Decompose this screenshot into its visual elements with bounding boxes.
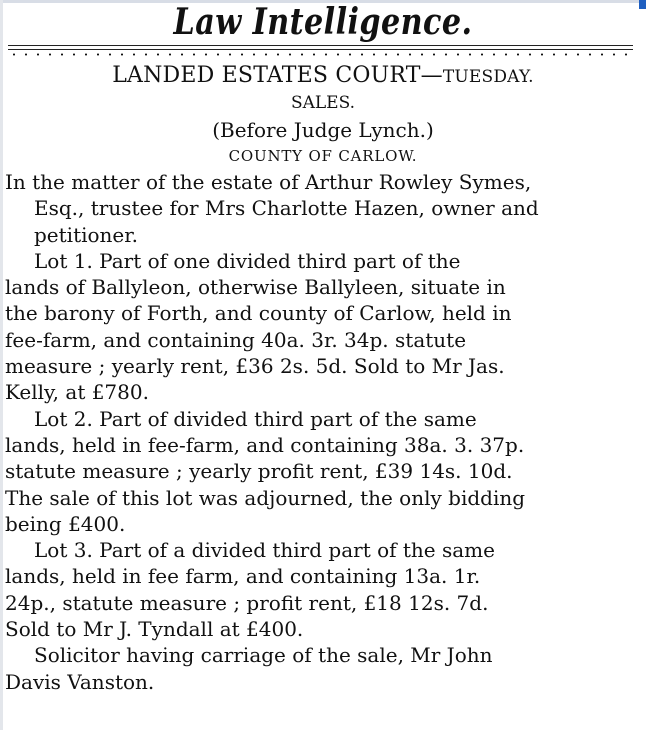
paragraph-estate-matter — [5, 169, 631, 248]
text-line: Sold to Mr J. Tyndall at £400. — [5, 617, 304, 642]
text-line: petitioner. — [34, 222, 138, 247]
text-line: fee-farm, and containing 40a. 3r. 34p. statute — [5, 327, 467, 352]
text-line: 24p., statute measure ; profit rent, £18 12s. 7d. — [5, 590, 489, 615]
text-line: Lot 2. Part of divided third part of the same — [34, 406, 477, 431]
court-title-day: TUESDAY. — [442, 67, 534, 87]
paragraph-solicitor — [5, 642, 631, 695]
section-heading: Law Intelligence. — [173, 1, 473, 43]
judge-heading: (Before Judge Lynch.) — [212, 118, 434, 142]
text-line: Esq., trustee for Mrs Charlotte Hazen, owner and — [34, 196, 539, 221]
county-heading: COUNTY OF CARLOW. — [228, 147, 418, 165]
text-line: lands, held in fee farm, and containing 13a. 1r. — [5, 564, 481, 589]
text-line: statute measure ; yearly profit rent, £39 14s. 10d. — [5, 459, 513, 484]
court-title — [0, 61, 646, 92]
text-line: Kelly, at £780. — [5, 380, 149, 405]
text-line: In the matter of the estate of Arthur Rowley Symes, — [5, 170, 532, 194]
heading-double-rule — [8, 45, 633, 50]
text-line: the barony of Forth, and county of Carlow, held in — [5, 301, 512, 326]
text-line: Davis Vanston. — [5, 669, 155, 694]
text-line: being £400. — [5, 511, 126, 536]
paragraph-lot-1 — [5, 248, 631, 406]
text-line: Lot 3. Part of a divided third part of the same — [34, 538, 495, 563]
text-line: measure ; yearly rent, £36 2s. 5d. Sold to Mr Jas. — [5, 354, 505, 379]
text-line: lands, held in fee-farm, and containing 38a. 3. 37p. — [5, 432, 525, 457]
text-line: Lot 1. Part of one divided third part of the — [34, 248, 461, 273]
text-line: Solicitor having carriage of the sale, Mr John — [34, 643, 493, 668]
heading-dotted-rule — [8, 52, 633, 57]
text-line: lands of Ballyleon, otherwise Ballyleen, situate in — [5, 275, 506, 300]
corner-marker — [639, 0, 646, 9]
paragraph-lot-2 — [5, 406, 631, 537]
paragraph-lot-3 — [5, 537, 631, 642]
article-body — [5, 169, 631, 724]
text-line: The sale of this lot was adjourned, the only bidding — [5, 485, 526, 510]
court-title-main: LANDED ESTATES COURT— — [112, 63, 443, 88]
sales-heading: SALES. — [290, 93, 356, 113]
